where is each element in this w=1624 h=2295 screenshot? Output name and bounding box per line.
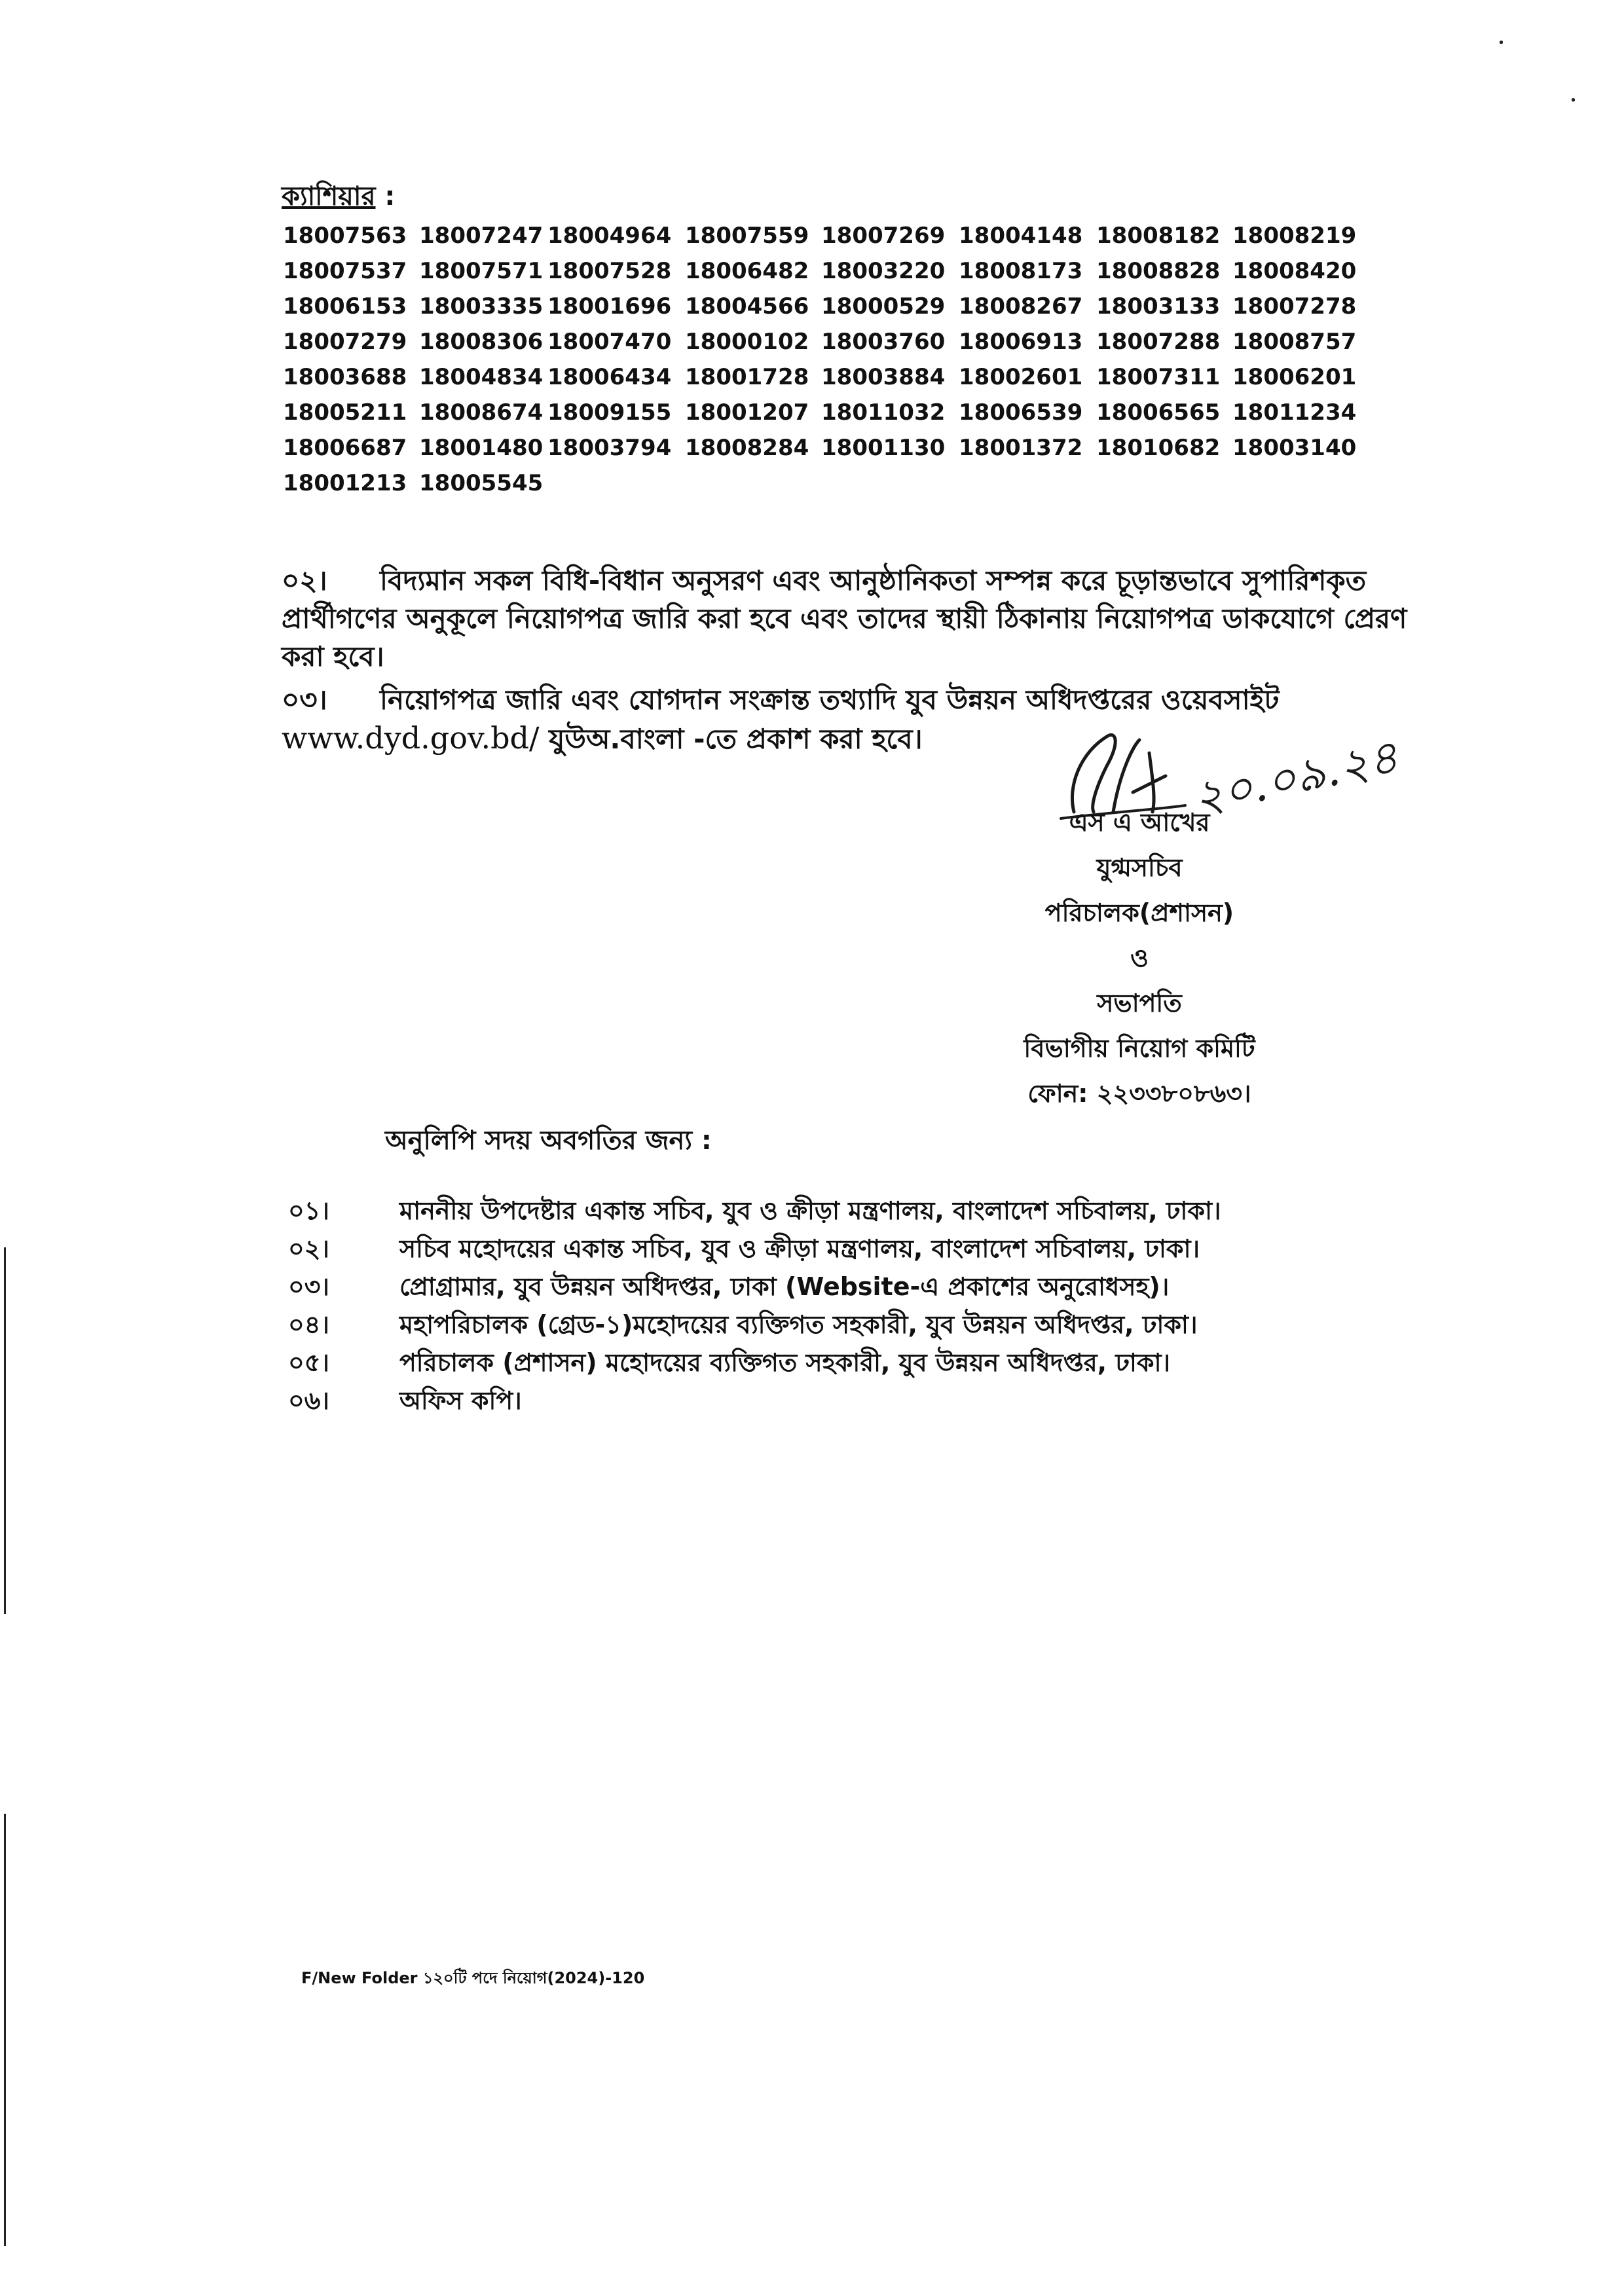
signatory-chair: সভাপতি bbox=[1097, 989, 1182, 1018]
roll-number: 18001696 bbox=[547, 293, 672, 320]
cc-heading: অনুলিপি সদয় অবগতির জন্য : bbox=[385, 1126, 712, 1156]
cc-item-text: সচিব মহোদয়ের একান্ত সচিব, যুব ও ক্রীড়া মন্ত্রণালয়, বাংলাদেশ সচিবালয়, ঢাকা। bbox=[399, 1234, 1200, 1263]
cc-list bbox=[288, 1192, 1401, 1420]
roll-number: 18008674 bbox=[419, 399, 544, 426]
signature-date: ২০.০৯.২৪ bbox=[1188, 729, 1403, 825]
cc-item-number: ০৪। bbox=[288, 1310, 329, 1339]
roll-number: 18007269 bbox=[821, 223, 946, 249]
roll-number: 18003760 bbox=[821, 329, 946, 355]
scan-margin-line bbox=[4, 1814, 6, 2246]
cc-item-number: ০৬। bbox=[288, 1386, 330, 1415]
roll-number: 18008420 bbox=[1232, 258, 1357, 284]
cc-item-text: অফিস কপি। bbox=[399, 1386, 522, 1415]
roll-number: 18009155 bbox=[547, 399, 672, 426]
signatory-role: পরিচালক(প্রশাসন) bbox=[1044, 898, 1234, 927]
roll-number: 18007563 bbox=[283, 223, 407, 249]
roll-number: 18008219 bbox=[1232, 223, 1357, 249]
roll-number: 18007247 bbox=[419, 223, 544, 249]
scan-speck bbox=[1500, 41, 1503, 44]
roll-number: 18003688 bbox=[283, 364, 407, 390]
cc-item bbox=[288, 1344, 1401, 1382]
roll-number: 18007470 bbox=[547, 329, 672, 355]
scan-speck bbox=[1572, 98, 1575, 101]
website-url: www.dyd.gov.bd/ bbox=[282, 720, 540, 756]
roll-number: 18008828 bbox=[1096, 258, 1221, 284]
roll-number: 18007537 bbox=[283, 258, 407, 284]
roll-number: 18006201 bbox=[1232, 364, 1357, 390]
roll-number: 18004148 bbox=[959, 223, 1083, 249]
roll-number: 18001372 bbox=[959, 435, 1083, 461]
cc-item-text: পরিচালক (প্রশাসন) মহোদয়ের ব্যক্তিগত সহকারী, যুব উন্নয়ন অধিদপ্তর, ঢাকা। bbox=[399, 1348, 1171, 1377]
roll-number: 18007571 bbox=[419, 258, 544, 284]
roll-number: 18007311 bbox=[1096, 364, 1221, 390]
cashier-label: ক্যাশিয়ার bbox=[282, 181, 376, 211]
roll-number: 18007279 bbox=[283, 329, 407, 355]
signatory-committee: বিভাগীয় নিয়োগ কমিটি bbox=[1024, 1034, 1255, 1063]
roll-number: 18003220 bbox=[821, 258, 946, 284]
paragraph-text: বিদ্যমান সকল বিধি-বিধান অনুসরণ এবং আনুষ্ঠানিকতা সম্পন্ন করে চূড়ান্তভাবে সুপারিশকৃত প্রার্থীগণের অনুকূলে নিয়োগপত্র জারি করা হবে এবং তাদের স্থায়ী ঠিকানায় নিয়োগপত্র ডাকযোগে প্রেরণ করা হবে। bbox=[282, 564, 1407, 672]
roll-number-grid bbox=[283, 223, 1363, 496]
roll-number: 18007528 bbox=[547, 258, 672, 284]
section-heading bbox=[282, 175, 395, 219]
paragraph-number: ০৩। bbox=[282, 684, 327, 716]
roll-number: 18006482 bbox=[685, 258, 809, 284]
cc-item-text: প্রোগ্রামার, যুব উন্নয়ন অধিদপ্তর, ঢাকা (Website-এ প্রকাশের অনুরোধসহ)। bbox=[399, 1272, 1170, 1301]
signatory-name: এস এ আখের bbox=[1069, 808, 1210, 837]
roll-number: 18001480 bbox=[419, 435, 544, 461]
roll-number: 18007278 bbox=[1232, 293, 1357, 320]
cc-item-number: ০৩। bbox=[288, 1272, 330, 1301]
roll-number: 18003140 bbox=[1232, 435, 1357, 461]
scan-margin-line bbox=[4, 1247, 6, 1614]
roll-number: 18006539 bbox=[959, 399, 1083, 426]
paragraph-number: ০২। bbox=[282, 564, 327, 597]
roll-number: 18008757 bbox=[1232, 329, 1357, 355]
roll-number: 18011032 bbox=[821, 399, 946, 426]
heading-colon: : bbox=[375, 181, 396, 211]
roll-number: 18002601 bbox=[959, 364, 1083, 390]
roll-number: 18004834 bbox=[419, 364, 544, 390]
roll-number: 18003794 bbox=[547, 435, 672, 461]
roll-number: 18001213 bbox=[283, 470, 407, 496]
roll-number: 18005545 bbox=[419, 470, 544, 496]
cc-item-number: ০২। bbox=[288, 1234, 330, 1263]
roll-number: 18008267 bbox=[959, 293, 1083, 320]
signatory-conjunction: ও bbox=[1130, 944, 1149, 972]
roll-number: 18006565 bbox=[1096, 399, 1221, 426]
cc-item bbox=[288, 1268, 1401, 1306]
cc-item bbox=[288, 1306, 1401, 1344]
cc-item bbox=[288, 1230, 1401, 1268]
roll-number: 18005211 bbox=[283, 399, 407, 426]
roll-number: 18003335 bbox=[419, 293, 544, 320]
roll-number: 18006687 bbox=[283, 435, 407, 461]
signatory-designation: যুগ্মসচিব bbox=[1096, 853, 1183, 882]
signatory-phone: ফোন: ২২৩৩৮০৮৬৩। bbox=[1027, 1079, 1251, 1108]
roll-number: 18007559 bbox=[685, 223, 809, 249]
roll-number: 18004566 bbox=[685, 293, 809, 320]
cc-item-number: ০১। bbox=[288, 1196, 329, 1225]
roll-number: 18001728 bbox=[685, 364, 809, 390]
footer-file-path: F/New Folder ১২০টি পদে নিয়োগ(2024)-120 bbox=[301, 1969, 645, 1987]
roll-number: 18006153 bbox=[283, 293, 407, 320]
paragraph-text-after: যুউঅ.বাংলা -তে প্রকাশ করা হবে। bbox=[539, 723, 923, 755]
roll-number: 18006913 bbox=[959, 329, 1083, 355]
roll-number: 18001130 bbox=[821, 435, 946, 461]
paragraph-text: নিয়োগপত্র জারি এবং যোগদান সংক্রান্ত তথ্যাদি যুব উন্নয়ন অধিদপ্তরের ওয়েবসাইট bbox=[380, 684, 1280, 716]
cc-item bbox=[288, 1192, 1401, 1230]
cc-item-text: মহাপরিচালক (গ্রেড-১)মহোদয়ের ব্যক্তিগত সহকারী, যুব উন্নয়ন অধিদপ্তর, ঢাকা। bbox=[399, 1310, 1198, 1339]
cc-item bbox=[288, 1382, 1401, 1420]
roll-number: 18000529 bbox=[821, 293, 946, 320]
roll-number: 18001207 bbox=[685, 399, 809, 426]
roll-number: 18008182 bbox=[1096, 223, 1221, 249]
roll-number: 18008306 bbox=[419, 329, 544, 355]
roll-number: 18000102 bbox=[685, 329, 809, 355]
roll-number: 18006434 bbox=[547, 364, 672, 390]
roll-number: 18003884 bbox=[821, 364, 946, 390]
roll-number: 18010682 bbox=[1096, 435, 1221, 461]
roll-number: 18003133 bbox=[1096, 293, 1221, 320]
cc-item-text: মাননীয় উপদেষ্টার একান্ত সচিব, যুব ও ক্রীড়া মন্ত্রণালয়, বাংলাদেশ সচিবালয়, ঢাকা। bbox=[399, 1196, 1221, 1225]
roll-number: 18004964 bbox=[547, 223, 672, 249]
paragraph-02 bbox=[282, 562, 1408, 676]
roll-number: 18011234 bbox=[1232, 399, 1357, 426]
roll-number: 18008173 bbox=[959, 258, 1083, 284]
cc-item-number: ০৫। bbox=[288, 1348, 329, 1377]
roll-number: 18008284 bbox=[685, 435, 809, 461]
roll-number: 18007288 bbox=[1096, 329, 1221, 355]
signatory-block bbox=[936, 800, 1342, 1116]
